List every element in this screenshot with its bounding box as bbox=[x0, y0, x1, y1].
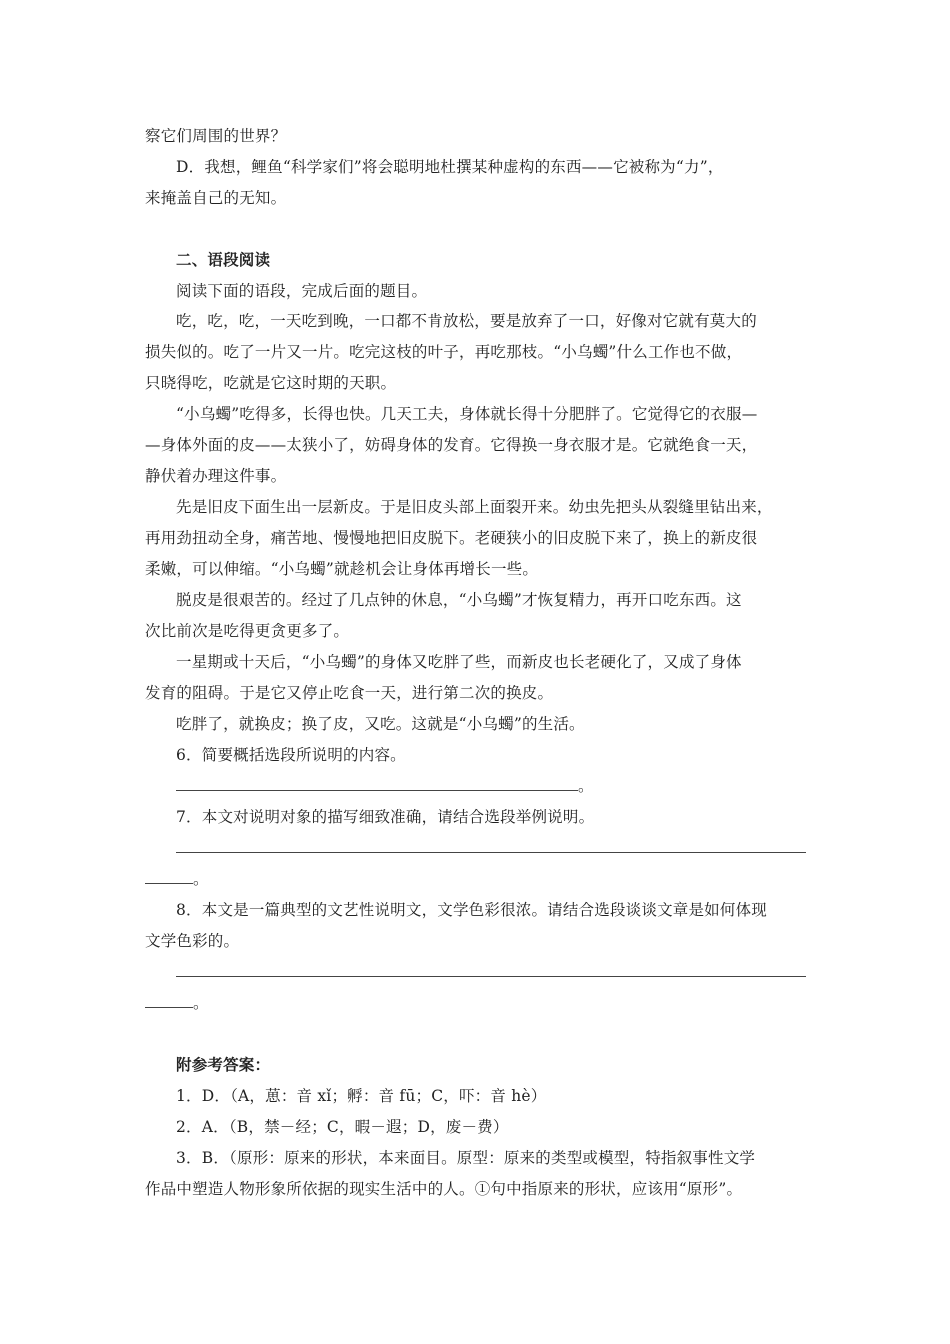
answer-blank[interactable] bbox=[145, 869, 193, 884]
answer-1: 1．D．（A，葸：音 xǐ；孵：音 fū；C，吓：音 hè） bbox=[176, 1087, 547, 1105]
passage-line: 静伏着办理这件事。 bbox=[145, 467, 287, 485]
question-6: 6．简要概括选段所说明的内容。 bbox=[176, 746, 406, 764]
passage-line: 吃胖了，就换皮；换了皮，又吃。这就是“小乌蠋”的生活。 bbox=[176, 715, 585, 733]
section-heading: 二、语段阅读 bbox=[176, 250, 271, 269]
answer-line-8a bbox=[176, 962, 806, 982]
answer-line-7b bbox=[145, 869, 209, 889]
passage-line: 损失似的。吃了一片又一片。吃完这枝的叶子，再吃那枝。“小乌蠋”什么工作也不做， bbox=[145, 343, 743, 361]
text-line: 察它们周围的世界？ bbox=[145, 127, 287, 145]
question-8-cont: 文学色彩的。 bbox=[145, 932, 240, 950]
answer-2: 2．A．（B，禁－经；C，暇－遐；D，废－费） bbox=[176, 1118, 509, 1136]
period: 。 bbox=[193, 994, 209, 1012]
passage-line: 只晓得吃，吃就是它这时期的天职。 bbox=[145, 374, 397, 392]
passage-line: 一星期或十天后，“小乌蠋”的身体又吃胖了些，而新皮也长老硬化了，又成了身体 bbox=[176, 653, 742, 671]
instruction-line: 阅读下面的语段，完成后面的题目。 bbox=[176, 282, 428, 300]
passage-line: “小乌蠋”吃得多，长得也快。几天工夫，身体就长得十分肥胖了。它觉得它的衣服— bbox=[176, 405, 758, 423]
passage-line: 先是旧皮下面生出一层新皮。于是旧皮头部上面裂开来。幼虫先把头从裂缝里钻出来， bbox=[176, 498, 773, 516]
answer-blank[interactable] bbox=[176, 838, 806, 853]
text-line: 来掩盖自己的无知。 bbox=[145, 189, 287, 207]
passage-line: 次比前次是吃得更贪更多了。 bbox=[145, 622, 350, 640]
question-7: 7．本文对说明对象的描写细致准确，请结合选段举例说明。 bbox=[176, 808, 595, 826]
passage-line: —身体外面的皮——太狭小了，妨碍身体的发育。它得换一身衣服才是。它就绝食一天， bbox=[145, 436, 758, 454]
passage-line: 脱皮是很艰苦的。经过了几点钟的休息，“小乌蠋”才恢复精力，再开口吃东西。这 bbox=[176, 591, 742, 609]
answer-blank[interactable] bbox=[176, 962, 806, 977]
answer-line-8b bbox=[145, 993, 209, 1013]
option-d-line: D．我想，鲤鱼“科学家们”将会聪明地杜撰某种虚构的东西——它被称为“力”， bbox=[176, 158, 724, 176]
passage-line: 再用劲扭动全身，痛苦地、慢慢地把旧皮脱下。老硬狭小的旧皮脱下来了，换上的新皮很 bbox=[145, 529, 758, 547]
answer-line-6 bbox=[176, 776, 594, 796]
question-8: 8．本文是一篇典型的文艺性说明文，文学色彩很浓。请结合选段谈谈文章是如何体现 bbox=[176, 901, 767, 919]
answer-blank[interactable] bbox=[145, 993, 193, 1008]
answer-line-7a bbox=[176, 838, 806, 858]
period: 。 bbox=[578, 777, 594, 795]
answer-3-cont: 作品中塑造人物形象所依据的现实生活中的人。①句中指原来的形状，应该用“原形”。 bbox=[145, 1180, 743, 1198]
passage-line: 吃，吃，吃，一天吃到晚，一口都不肯放松，要是放弃了一口，好像对它就有莫大的 bbox=[176, 312, 757, 330]
period: 。 bbox=[193, 870, 209, 888]
answers-heading: 附参考答案： bbox=[176, 1055, 271, 1074]
answer-blank[interactable] bbox=[176, 776, 578, 791]
passage-line: 发育的阻碍。于是它又停止吃食一天，进行第二次的换皮。 bbox=[145, 684, 554, 702]
answer-3: 3．B．（原形：原来的形状，本来面目。原型：原来的类型或模型，特指叙事性文学 bbox=[176, 1149, 756, 1167]
passage-line: 柔嫩，可以伸缩。“小乌蠋”就趁机会让身体再增长一些。 bbox=[145, 560, 539, 578]
